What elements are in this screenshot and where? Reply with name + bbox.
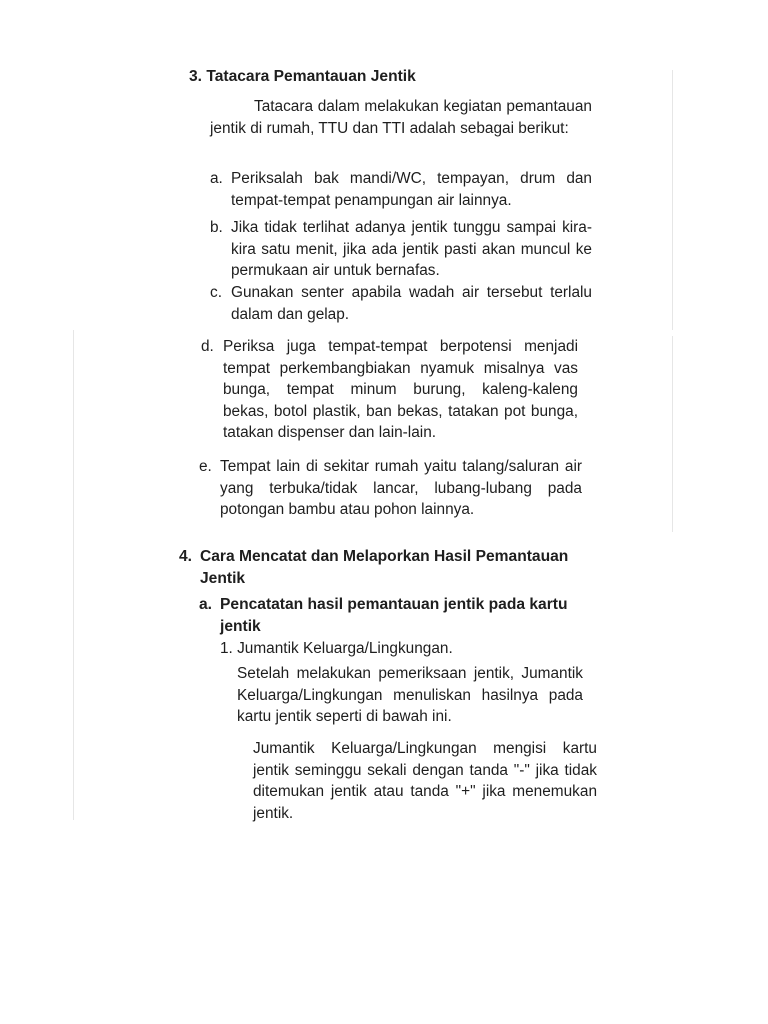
list-marker: c. — [210, 284, 222, 301]
section-3-heading: 3. Tatacara Pemantauan Jentik — [189, 68, 416, 85]
section-4-heading: Cara Mencatat dan Melaporkan Hasil Pemantauan Jentik — [200, 548, 569, 587]
page-edge-right — [672, 452, 673, 532]
list-marker: a. — [210, 170, 223, 187]
list-item-text: Jika tidak terlihat adanya jentik tunggu sampai kira-kira satu menit, jika ada jentik pasti akan muncul ke permukaan air untuk bernafas. — [231, 219, 592, 279]
page-edge-right — [672, 70, 673, 330]
section-3-intro: Tatacara dalam melakukan kegiatan pemantauan jentik di rumah, TTU dan TTI adalah sebagai berikut: — [210, 98, 592, 137]
point-1-text: Setelah melakukan pemeriksaan jentik, Jumantik Keluarga/Lingkungan menuliskan hasilnya pada kartu jentik seperti di bawah ini. — [237, 665, 583, 725]
list-marker: b. — [210, 219, 223, 236]
list-item-text: Periksa juga tempat-tempat berpotensi menjadi tempat perkembangbiakan nyamuk misalnya vas bunga, tempat minum burung, kaleng-kaleng bekas, botol plastik, ban bekas, tatakan pot bunga, tatakan dispenser dan lain-lain. — [223, 338, 578, 441]
page-edge-left — [73, 330, 74, 820]
page-edge-right — [672, 336, 673, 456]
point-1-label: 1. Jumantik Keluarga/Lingkungan. — [220, 640, 453, 657]
list-item-text: Periksalah bak mandi/WC, tempayan, drum dan tempat-tempat penampungan air lainnya. — [231, 170, 592, 209]
subsection-a-marker: a. — [199, 596, 213, 613]
list-item-text: Gunakan senter apabila wadah air tersebut terlalu dalam dan gelap. — [231, 284, 592, 323]
list-marker: e. — [199, 458, 212, 475]
list-item-text: Tempat lain di sekitar rumah yaitu talang/saluran air yang terbuka/tidak lancar, lubang-lubang pada potongan bambu atau pohon lainnya. — [220, 458, 582, 518]
point-1-note: Jumantik Keluarga/Lingkungan mengisi kartu jentik seminggu sekali dengan tanda "-" jika tidak ditemukan jentik atau tanda "+" jika menemukan jentik. — [253, 740, 597, 822]
section-4-number: 4. — [179, 548, 193, 565]
list-marker: d. — [201, 338, 214, 355]
subsection-a-heading: Pencatatan hasil pemantauan jentik pada kartu jentik — [220, 596, 568, 635]
